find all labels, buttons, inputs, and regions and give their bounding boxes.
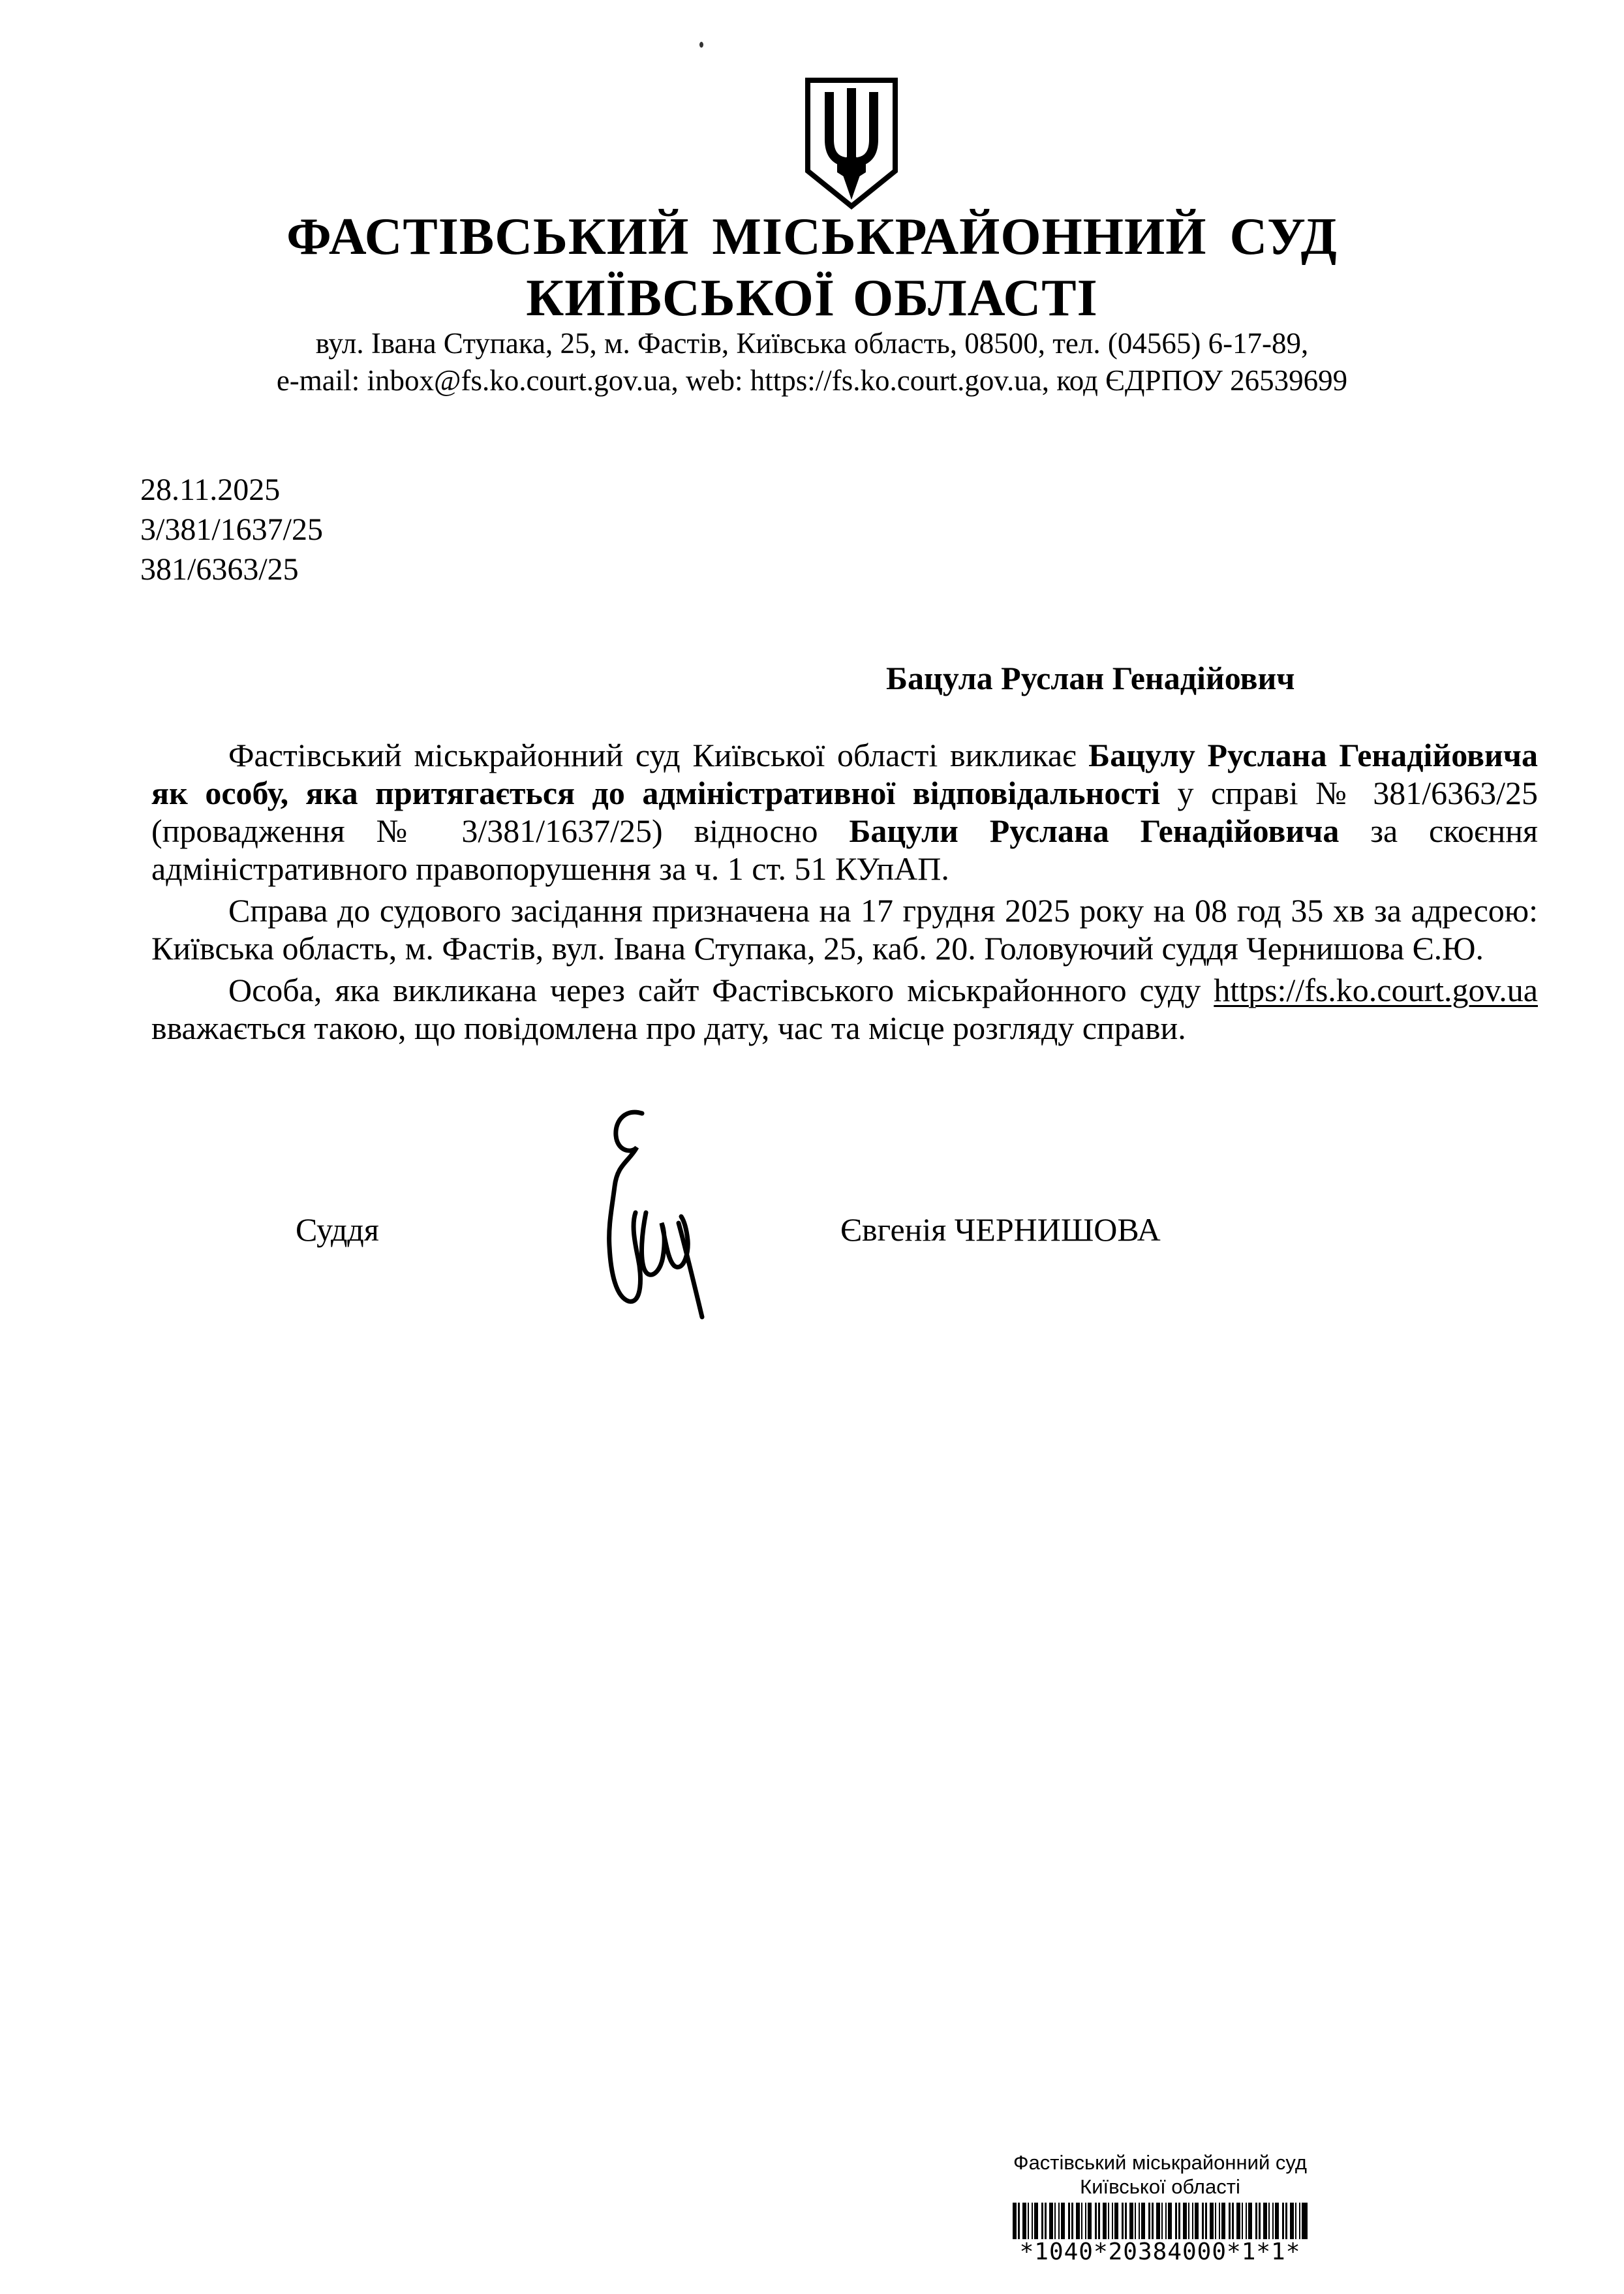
judge-label: Суддя	[296, 1211, 379, 1248]
court-name-line2: КИЇВСЬКОЇ ОБЛАСТІ	[526, 270, 1098, 327]
document-date: 28.11.2025	[140, 473, 281, 507]
court-name-heading	[119, 206, 1505, 329]
p1-text: Фастівський міськрайонний суд Київської області викликає	[228, 737, 1089, 773]
case-number: 381/6363/25	[140, 552, 299, 587]
barcode-number: *1040*20384000*1*1*	[1019, 2239, 1301, 2265]
summons-body	[151, 736, 1538, 1047]
p1-offense-article: за скоєння адміністративного правопорушення за ч. 1 ст. 51 КУпАП.	[151, 813, 1538, 887]
court-name-line1: ФАСТІВСЬКИЙ МІСЬКРАЙОННИЙ СУД	[286, 208, 1338, 266]
judge-name: Євгенія ЧЕРНИШОВА	[840, 1211, 1161, 1248]
code39-barcode-icon	[1013, 2203, 1308, 2239]
body-paragraph-3	[151, 971, 1538, 1047]
handwritten-signature-icon	[569, 1102, 712, 1327]
court-contact-block	[119, 325, 1505, 399]
p1-person-accusative: Бацулу Руслана Генадійовича	[1088, 737, 1538, 773]
p1-status-phrase: як особу, яка притягається до адміністративної відповідальності	[151, 775, 1161, 811]
document-meta-block	[140, 470, 323, 589]
court-address-line: вул. Івана Ступака, 25, м. Фастів, Київська область, 08500, тел. (04565) 6-17-89,	[315, 327, 1309, 360]
addressee-name: Бацула Руслан Генадійович	[886, 660, 1295, 696]
p1-person-genitive: Бацули Руслана Генадійовича	[849, 813, 1340, 849]
footer-court-name-line2: Київської області	[1080, 2175, 1240, 2198]
p1-case-reference: у справі № 381/6363/25 (провадження № 3/381/1637/25) відносно	[151, 775, 1538, 849]
proceeding-number: 3/381/1637/25	[140, 512, 324, 547]
footer-block	[975, 2150, 1345, 2265]
court-website-link[interactable]: https://fs.ko.court.gov.ua	[1214, 972, 1538, 1008]
scan-speck	[699, 42, 703, 48]
p3-text-before-link: Особа, яка викликана через сайт Фастівського міськрайонного суду	[228, 972, 1214, 1008]
ukraine-trident-emblem-icon	[803, 76, 900, 211]
body-paragraph-2: Справа до судового засідання призначена на 17 грудня 2025 року на 08 год 35 хв за адресою: Київська область, м. Фастів, вул. Івана Ступака, 25, каб. 20. Головуючий суддя Чернишова Є.Ю.	[151, 892, 1538, 967]
body-paragraph-1	[151, 736, 1538, 888]
court-email-web-line: e-mail: inbox@fs.ko.court.gov.ua, web: https://fs.ko.court.gov.ua, код ЄДРПОУ 26539699	[276, 364, 1348, 397]
p3-text-after-link: вважається такою, що повідомлена про дату, час та місце розгляду справи.	[151, 1010, 1186, 1046]
footer-court-name-line1: Фастівський міськрайонний суд	[1013, 2151, 1307, 2174]
